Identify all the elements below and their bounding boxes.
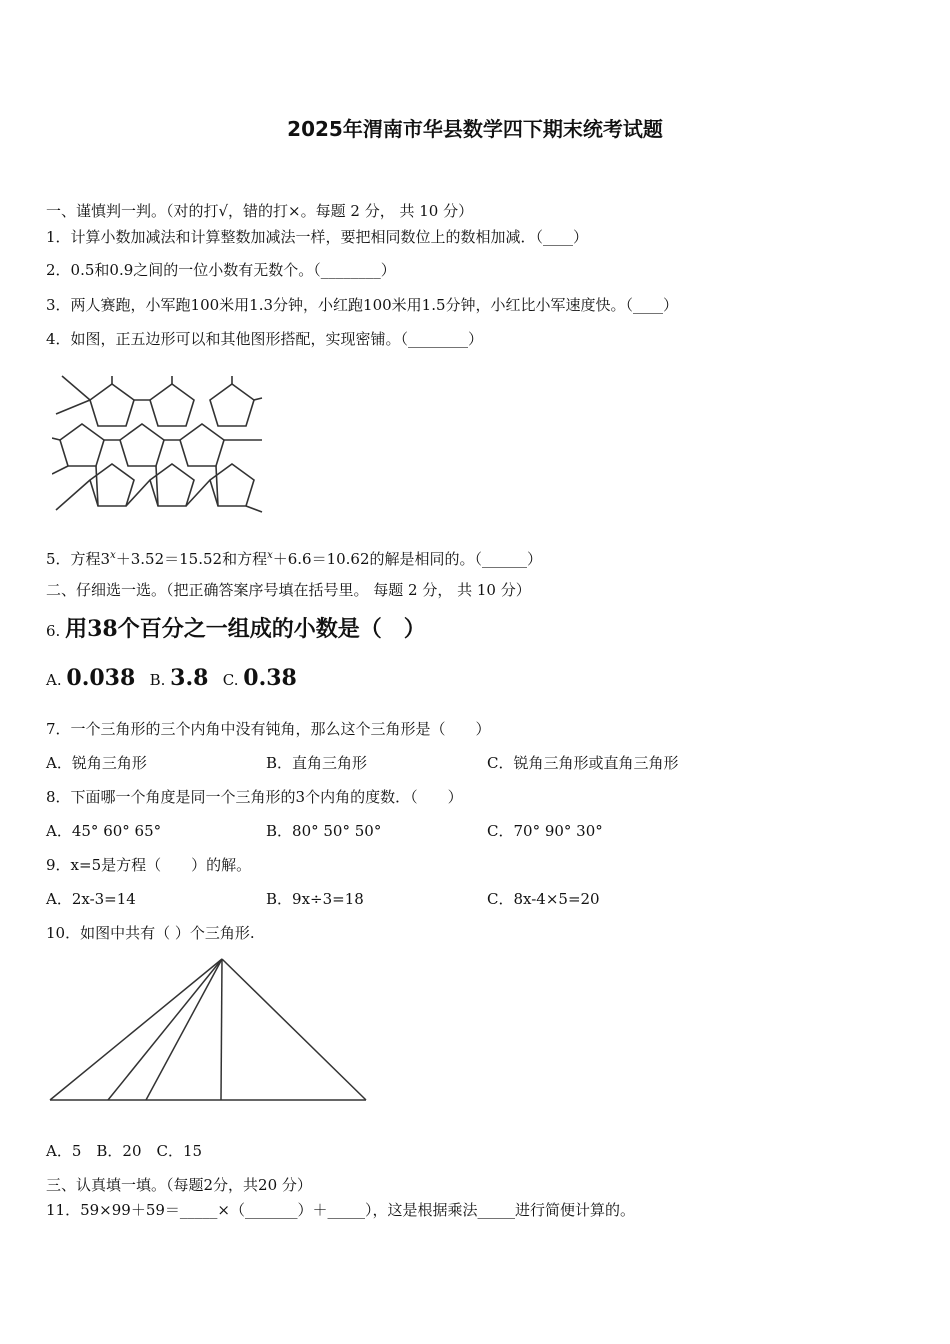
question-6 [46, 615, 426, 645]
question-4: 4．如图，正五边形可以和其他图形搭配，实现密铺。（________） [46, 330, 484, 348]
q6-option-c-label: C. [222, 671, 239, 689]
q6-text: 用38个百分之一组成的小数是（ ） [65, 616, 426, 642]
q5-part-a: 5．方程3 [46, 550, 111, 568]
question-3: 3．两人赛跑，小军跑100米用1.3分钟，小红跑100米用1.5分钟，小红比小军速度快。（____） [46, 296, 679, 314]
question-10: 10．如图中共有（ ）个三角形. [46, 924, 255, 942]
section3-heading: 三、认真填一填。（每题2分，共20 分） [46, 1176, 312, 1194]
question-2: 2．0.5和0.9之间的一位小数有无数个。（________） [46, 261, 396, 279]
question-6-options [46, 664, 297, 694]
question-7: 7．一个三角形的三个内角中没有钝角，那么这个三角形是（ ） [46, 720, 491, 738]
q6-option-c-value: 0.38 [243, 665, 297, 691]
q9-option-b: B．9x÷3=18 [266, 890, 364, 908]
pentagon-tessellation-figure [52, 374, 264, 514]
q7-option-b: B．直角三角形 [266, 754, 368, 772]
q8-option-b: B．80° 50° 50° [266, 822, 382, 840]
question-8: 8．下面哪一个角度是同一个三角形的3个内角的度数．（ ） [46, 788, 463, 806]
q5-var-1: x [110, 550, 116, 561]
q6-option-b-label: B. [149, 671, 166, 689]
q6-option-b-value: 3.8 [170, 665, 209, 691]
q8-option-a: A．45° 60° 65° [46, 822, 162, 840]
question-1: 1．计算小数加减法和计算整数加减法一样，要把相同数位上的数相加减．（____） [46, 228, 589, 246]
question-5 [46, 546, 542, 569]
triangle-figure [46, 955, 372, 1105]
q5-part-c: ＋6.6＝10.62的解是相同的。（______） [272, 550, 543, 568]
q5-var-2: x [267, 550, 273, 561]
q9-option-a: A．2x-3=14 [46, 890, 136, 908]
q5-part-b: ＋3.52＝15.52和方程 [115, 550, 268, 568]
q9-option-c: C．8x-4×5=20 [487, 890, 600, 908]
section2-heading: 二、仔细选一选。（把正确答案序号填在括号里。 每题 2 分， 共 10 分） [46, 581, 531, 599]
q7-option-a: A．锐角三角形 [46, 754, 147, 772]
question-9: 9．x=5是方程（ ）的解。 [46, 856, 252, 874]
question-11: 11．59×99＋59＝_____×（_______）＋_____），这是根据乘法_____进行简便计算的。 [46, 1201, 635, 1219]
q6-option-a-label: A. [46, 671, 62, 689]
q7-option-c: C．锐角三角形或直角三角形 [487, 754, 679, 772]
q6-number: 6. [46, 622, 61, 640]
q6-option-a-value: 0.038 [66, 665, 136, 691]
q10-options: A．5 B．20 C．15 [46, 1142, 203, 1160]
page-title: 2025年渭南市华县数学四下期末统考试题 [287, 117, 663, 141]
section1-heading: 一、谨慎判一判。（对的打√，错的打×。每题 2 分， 共 10 分） [46, 202, 474, 220]
q8-option-c: C．70° 90° 30° [487, 822, 603, 840]
